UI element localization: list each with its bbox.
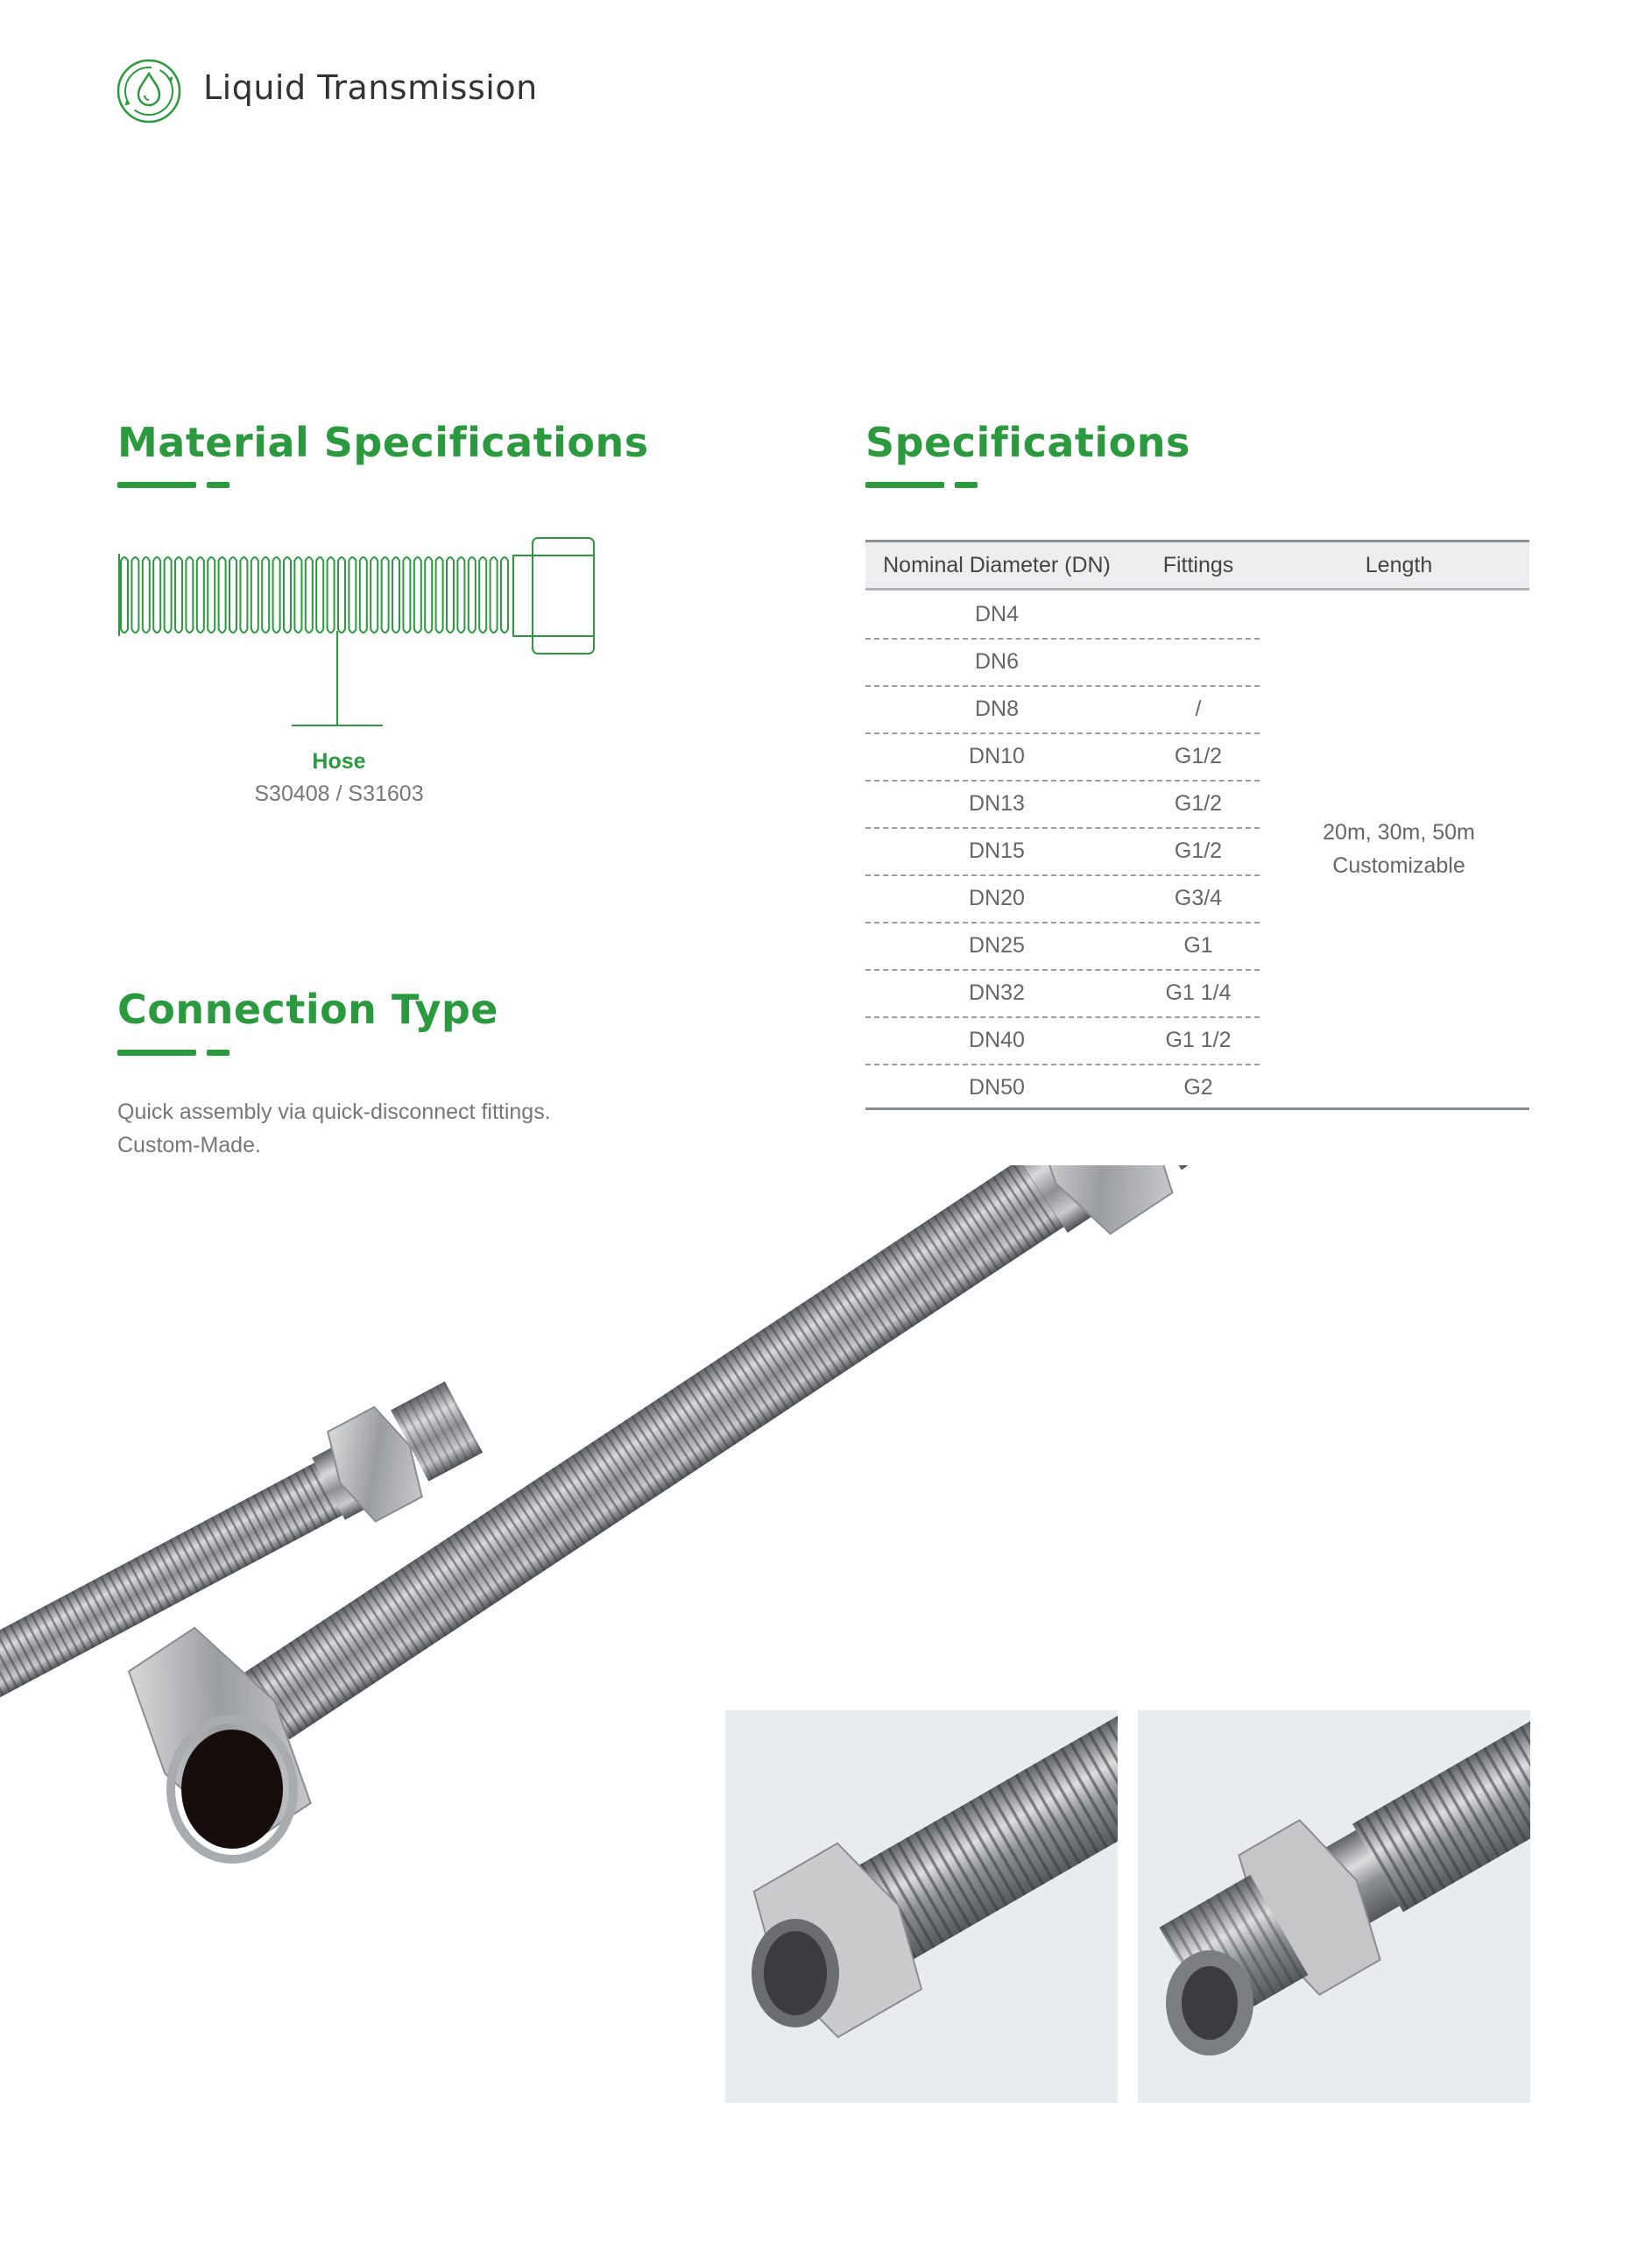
nominal-diameter-cell: DN13 bbox=[969, 791, 1025, 816]
connection-type-heading: Connection Type bbox=[117, 986, 498, 1033]
nominal-diameter-cell: DN6 bbox=[974, 649, 1019, 674]
material-specifications-heading: Material Specifications bbox=[117, 419, 649, 466]
table-row bbox=[865, 922, 1260, 971]
nominal-diameter-cell: DN25 bbox=[969, 933, 1025, 958]
fitting-cell: G1/2 bbox=[1174, 791, 1223, 816]
hose-part-label: Hose bbox=[312, 749, 366, 774]
table-row bbox=[865, 780, 1260, 829]
header-nominal-diameter: Nominal Diameter (DN) bbox=[883, 553, 1111, 577]
heading-underline bbox=[865, 482, 979, 488]
page-header-title: Liquid Transmission bbox=[203, 68, 538, 107]
nominal-diameter-cell: DN15 bbox=[969, 838, 1025, 863]
fitting-cell: G2 bbox=[1183, 1075, 1213, 1100]
fitting-cell: G1/2 bbox=[1174, 744, 1223, 768]
header-length: Length bbox=[1365, 553, 1433, 577]
heading-underline bbox=[117, 482, 231, 488]
specifications-heading: Specifications bbox=[865, 419, 1190, 466]
product-photo-female-fitting bbox=[725, 1710, 1118, 2103]
table-row bbox=[865, 1016, 1260, 1065]
table-row bbox=[865, 874, 1260, 923]
fitting-cell: G1/2 bbox=[1174, 838, 1223, 863]
table-row bbox=[865, 732, 1260, 782]
length-note: Customizable bbox=[1332, 853, 1465, 878]
fitting-cell: G1 bbox=[1183, 933, 1213, 958]
length-cell bbox=[1268, 591, 1529, 1107]
table-row bbox=[865, 827, 1260, 876]
nominal-diameter-cell: DN4 bbox=[974, 602, 1019, 626]
nominal-diameter-cell: DN20 bbox=[969, 886, 1025, 910]
heading-underline bbox=[117, 1050, 231, 1056]
nominal-diameter-cell: DN32 bbox=[969, 980, 1025, 1005]
header-fittings: Fittings bbox=[1162, 553, 1234, 577]
table-row bbox=[865, 969, 1260, 1018]
table-body bbox=[865, 591, 1529, 1110]
fitting-cell bbox=[1128, 591, 1268, 638]
nominal-diameter-cell: DN8 bbox=[974, 697, 1019, 721]
table-row bbox=[865, 638, 1260, 687]
connection-description bbox=[117, 1095, 660, 1162]
table-row bbox=[865, 1064, 1260, 1111]
connection-line: Custom-Made. bbox=[117, 1133, 261, 1157]
fitting-cell: G1 1/2 bbox=[1165, 1028, 1232, 1052]
hose-line-drawing bbox=[114, 534, 604, 745]
nominal-diameter-cell: DN50 bbox=[969, 1075, 1025, 1100]
table-header bbox=[865, 540, 1529, 591]
fitting-cell bbox=[1128, 638, 1268, 685]
fitting-cell: G1 1/4 bbox=[1165, 980, 1232, 1005]
specifications-table bbox=[865, 540, 1529, 1110]
fitting-cell: G3/4 bbox=[1174, 886, 1223, 910]
hose-material-grade: S30408 / S31603 bbox=[254, 782, 424, 806]
table-row bbox=[865, 685, 1260, 734]
product-photo-male-fitting bbox=[1138, 1710, 1530, 2103]
nominal-diameter-cell: DN10 bbox=[969, 744, 1025, 768]
length-value: 20m, 30m, 50m bbox=[1323, 820, 1475, 845]
connection-line: Quick assembly via quick-disconnect fittings. bbox=[117, 1100, 551, 1124]
table-row bbox=[865, 591, 1260, 640]
fitting-cell: / bbox=[1195, 697, 1202, 721]
water-drop-icon bbox=[116, 58, 182, 124]
nominal-diameter-cell: DN40 bbox=[969, 1028, 1025, 1052]
